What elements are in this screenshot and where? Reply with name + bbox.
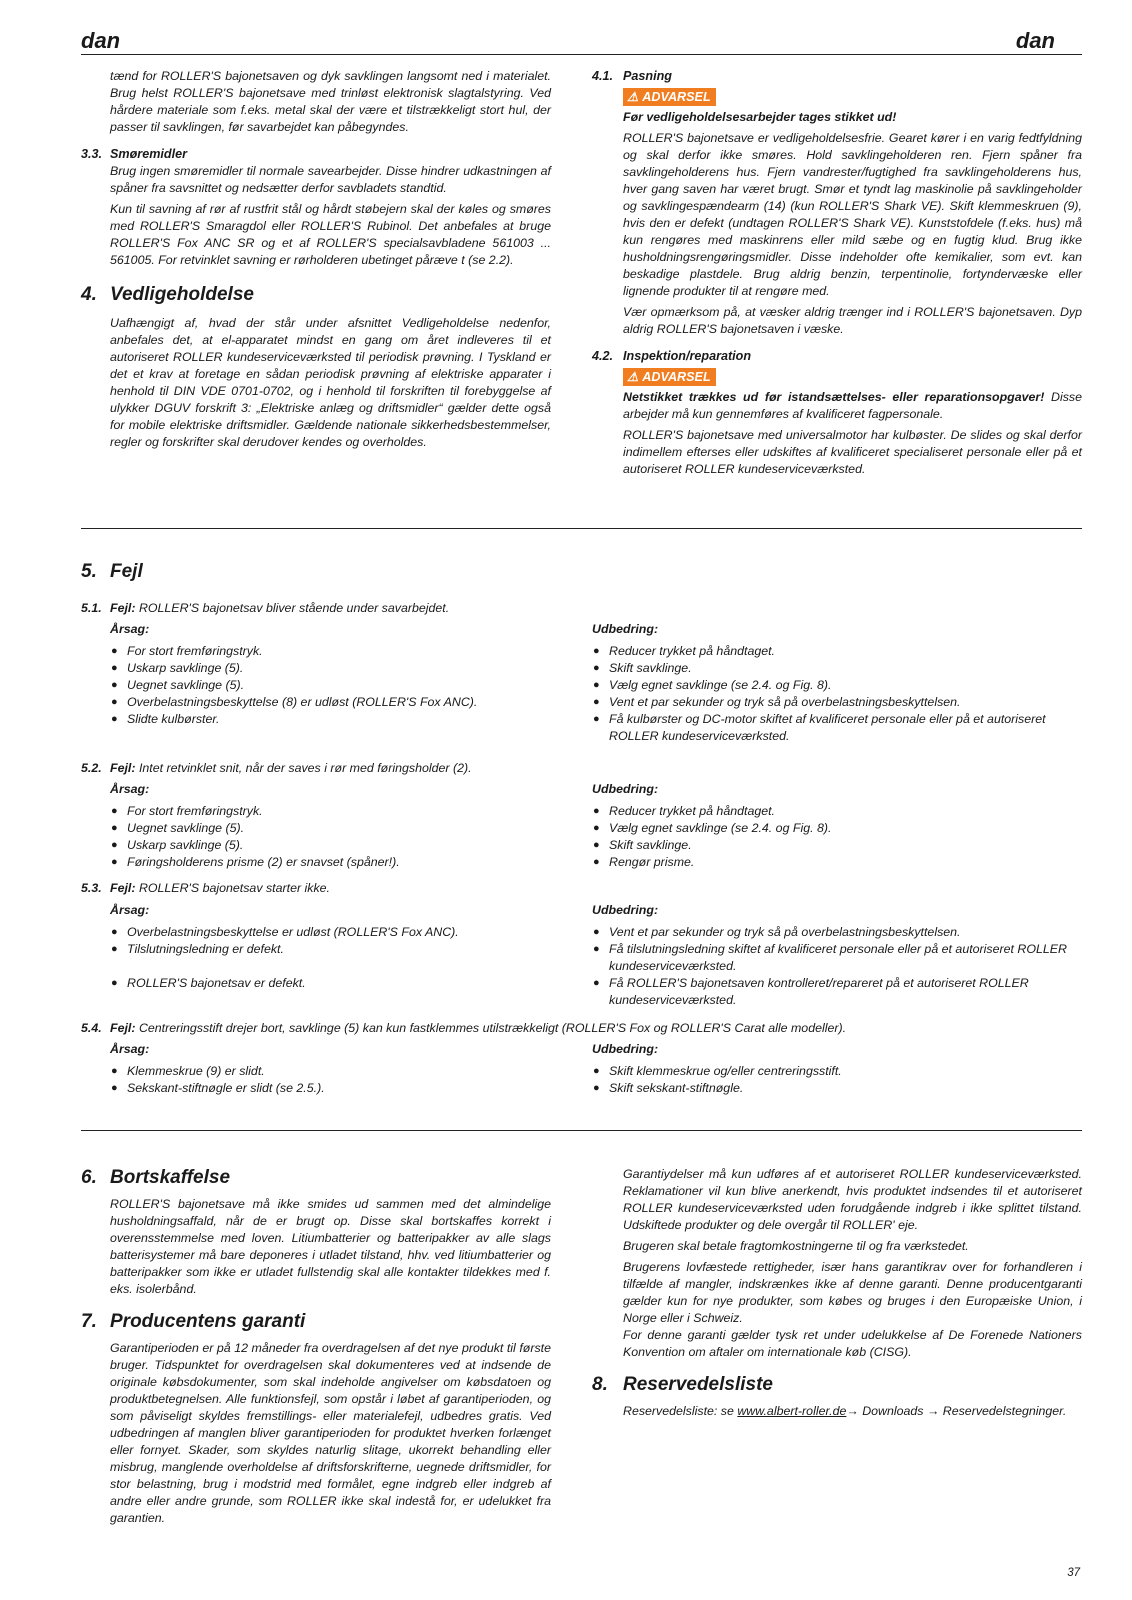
warning-triangle-icon: ⚠ [627, 370, 639, 384]
cause-label: Årsag: [110, 1042, 150, 1056]
list-item: ● ROLLER'S bajonetsav er defekt. [111, 976, 306, 990]
right-arrow: → [846, 1404, 859, 1418]
list-item: ● Skift klemmeskrue og/eller centreringsstift. [593, 1064, 842, 1078]
fault-text: Intet retvinklet snit, når der saves i rør med føringsholder (2). [138, 761, 472, 775]
bullet-dot-icon: ● [593, 926, 600, 938]
cause-label: Årsag: [110, 903, 150, 917]
remedy-label: Udbedring: [592, 903, 659, 917]
warranty-service-paragraph: Garantiydelser må kun udføres af et autoriseret ROLLER kundeserviceværksted. Reklamationer vil kun blive anerkendt, hvis produktet indsendes til et autoriseret ROLLER kundeserviceværksted uden forudgående indgreb i ikke splittet tilstand. Udskiftede produkter og dele overgår til ROLLER' eje. [623, 1167, 1082, 1232]
bullet-dot-icon: ● [111, 645, 118, 657]
fault-number: 5.2. [81, 761, 102, 775]
section-title: Pasning [623, 69, 672, 83]
right-arrow: → [926, 1404, 940, 1418]
section-number: 5. [81, 561, 97, 582]
fault-number: 5.4. [81, 1021, 102, 1035]
bullet-dot-icon: ● [593, 839, 600, 851]
list-item: ● Slidte kulbørster. [111, 712, 220, 726]
cause-label: Årsag: [110, 622, 150, 636]
list-item: ● Reducer trykket på håndtaget. [593, 644, 775, 658]
bullet-dot-icon: ● [111, 713, 118, 725]
spare-parts-prefix: Reservedelsliste: se [623, 1404, 738, 1418]
fault-text: Centreringsstift drejer bort, savklinge (5) kan kun fastklemmes utilstrækkeligt (ROLLER'S Fox og ROLLER'S Carat alle modeller). [138, 1021, 847, 1035]
section-title: Reservedelsliste [623, 1374, 773, 1395]
section-number: 8. [592, 1374, 608, 1395]
section-divider-2 [81, 1130, 1082, 1131]
fault-label: Fejl: [110, 881, 136, 895]
section-number: 4.1. [592, 69, 614, 83]
list-item: ● Uegnet savklinge (5). [111, 678, 245, 692]
list-item: ● Få kulbørster og DC-motor skiftet af kvalificeret personale eller på et autoriseret ROLLER kundeserviceværksted. [593, 712, 1046, 743]
section-number: 3.3. [81, 147, 103, 161]
header-language-left: dan [81, 28, 121, 53]
fault-5-4-remedies [592, 1041, 1072, 1097]
list-item: ● Vent et par sekunder og tryk så på overbelastningsbeskyttelsen. [593, 925, 961, 939]
rights-paragraph: Brugerens lovfæstede rettigheder, især hans garantikrav over for forhandleren i tilfælde af mangler, indskrænkes ikke af denne garanti. Denne producentgaranti gælder kun for nye produkter, som købes og bruges i den Europæiske Union, i Norge eller i Schweiz. [623, 1260, 1082, 1325]
fault-5-2-remedies [592, 781, 1072, 871]
fault-label: Fejl: [110, 761, 136, 775]
section-5-heading [81, 560, 143, 584]
section-3-3-heading [81, 146, 551, 163]
page-number: 37 [1067, 1567, 1080, 1579]
inspection-paragraph: ROLLER'S bajonetsave med universalmotor har kulbøster. De slides og skal derfor indimellem efterses eller udskiftes af kvalificeret specialiseret personale eller på et autoriseret ROLLER kundeserviceværksted. [623, 428, 1082, 476]
header-language-right: dan [1015, 28, 1055, 53]
list-item: ● Føringsholderens prisme (2) er snavset (spåner!). [111, 855, 400, 869]
section-title: Bortskaffelse [110, 1167, 231, 1188]
intro-paragraph: tænd for ROLLER'S bajonetsaven og dyk savklingen langsomt ned i materialet. Brug helst ROLLER'S bajonetsave med trinløst elektronisk slagtalstyring. Ved hårdere materiale som f.eks. metal skal der være et tilstrækkeligt stort hul, der passer til savklingen, før savarbejdet kan påbegyndes. [110, 69, 551, 134]
fault-line [81, 760, 1081, 777]
bullet-dot-icon: ● [111, 805, 118, 817]
list-item: ● Vælg egnet savklinge (se 2.4. og Fig. 8). [593, 821, 832, 835]
column-right-bottom [592, 1166, 1082, 1420]
bullet-dot-icon: ● [593, 943, 600, 955]
bullet-dot-icon: ● [111, 679, 118, 691]
fault-label: Fejl: [110, 1021, 136, 1035]
list-item: ● For stort fremføringstryk. [111, 644, 263, 658]
column-right-top [592, 68, 1082, 482]
fault-line [81, 600, 1081, 617]
lubricants-paragraph-1: Brug ingen smøremidler til normale savearbejder. Disse hindrer udkastningen af spåner fra savsnittet og nedsætter derfor savbladets standtid. [110, 164, 551, 195]
section-number: 4.2. [592, 349, 614, 363]
section-title: Producentens garanti [110, 1311, 306, 1332]
bullet-dot-icon: ● [593, 645, 600, 657]
fault-text: ROLLER'S bajonetsav starter ikke. [138, 881, 331, 895]
bullet-dot-icon: ● [593, 713, 600, 725]
cause-label: Årsag: [110, 782, 150, 796]
list-item: ● Vælg egnet savklinge (se 2.4. og Fig. 8). [593, 678, 832, 692]
bullet-dot-icon: ● [593, 805, 600, 817]
section-4-2-heading [592, 348, 1082, 365]
fault-number: 5.1. [81, 601, 102, 615]
list-item: ● For stort fremføringstryk. [111, 804, 263, 818]
list-item: ● Uegnet savklinge (5). [111, 821, 245, 835]
bullet-dot-icon: ● [593, 977, 600, 989]
fault-5-3 [81, 880, 1081, 897]
warning-badge [623, 368, 716, 386]
spare-parts-end: Reservedelstegninger. [939, 1404, 1067, 1418]
disposal-paragraph: ROLLER'S bajonetsave må ikke smides ud sammen med det almindelige husholdningsaffald, når de er brugt op. Disse skal bortskaffes korrekt i overensstemmelse med loven. Litiumbatterier og batteripakker av alle slags batterisystemer må bare deponeres i utladet tilstand, hhv. ved litiumbatterier og batteripakker som ikke er utladet fullstendig skal alle kontakter tildekkes med f. eks. isolerbånd. [110, 1197, 551, 1296]
section-6-heading [81, 1166, 551, 1190]
remedy-label: Udbedring: [592, 1042, 659, 1056]
list-item: ● Rengør prisme. [593, 855, 695, 869]
bullet-dot-icon: ● [111, 1065, 118, 1077]
section-title: Smøremidler [110, 147, 187, 161]
inspection-warning-text [592, 389, 1082, 423]
bullet-dot-icon: ● [111, 943, 118, 955]
care-paragraph-2: Vær opmærksom på, at væsker aldrig trænger ind i ROLLER'S bajonetsaven. Dyp aldrig ROLLER'S bajonetsaven i væske. [623, 305, 1082, 336]
fault-line [81, 880, 1081, 897]
bullet-dot-icon: ● [111, 662, 118, 674]
fault-5-2 [81, 760, 1081, 777]
section-number: 6. [81, 1167, 97, 1188]
section-7-heading [81, 1310, 551, 1334]
warning-bold-text: Netstikket trækkes ud før istandsættelses- eller reparationsopgaver! [623, 390, 1045, 404]
bullet-dot-icon: ● [593, 696, 600, 708]
bullet-dot-icon: ● [111, 926, 118, 938]
list-item: ● Skift savklinge. [593, 661, 692, 675]
section-8-heading [592, 1373, 1082, 1397]
section-number: 7. [81, 1311, 97, 1332]
bullet-dot-icon: ● [111, 1082, 118, 1094]
list-item: ● Uskarp savklinge (5). [111, 838, 244, 852]
column-left-bottom [81, 1166, 551, 1527]
albert-roller-link[interactable]: www.albert-roller.de [737, 1404, 847, 1418]
list-item: ● Sekskant-stiftnøgle er slidt (se 2.5.). [111, 1081, 325, 1095]
section-4-1-heading [592, 68, 1082, 85]
fault-line [81, 1020, 1081, 1037]
fault-text: ROLLER'S bajonetsav bliver stående under savarbejdet. [138, 601, 450, 615]
list-item: ● Uskarp savklinge (5). [111, 661, 244, 675]
section-title: Vedligeholdelse [110, 284, 254, 305]
section-number: 4. [81, 284, 97, 305]
care-paragraph-1: ROLLER'S bajonetsave er vedligeholdelsesfrie. Gearet kører i en varig fedtfyldning og skal derfor ikke smøres. Hold savklingeholderen ren. Fjern spåner fra savklingeholderens hus. Fjern vandrester/fugtighed fra savklingeholderens hus, hver gang saven har været brugt. Smør et tyndt lag maskinolie på savklingeholder og savklingespændearm (14) (kun ROLLER'S Shark VE). Skift klemmeskruen (9), hvis den er defekt (undtagen ROLLER'S Shark VE). Kunststofdele (f.eks. hus) må kun rengøres med maskinrens eller mild sæbe og en fugtig klud. Brug ikke husholdningsrengøringsmidler. Disse indeholder ofte kemikalier, som evt. kan beskadige plastdele. Brug aldrig benzin, terpentinolie, fortyndervæske eller lignende produkter til at rengøre med. [623, 131, 1082, 298]
warning-label: ADVARSEL [642, 370, 711, 384]
list-item: ● Få ROLLER'S bajonetsaven kontrolleret/repareret på et autoriseret ROLLER kundeserviceværksted. [593, 976, 1029, 1007]
remedy-label: Udbedring: [592, 622, 659, 636]
lubricants-paragraph-2: Kun til savning af rør af rustfrit stål og hårdt støbejern skal der køles og smøres med ROLLER'S Smaragdol eller ROLLER'S Rubinol. Det anbefales at bruge ROLLER'S Fox ANC SR og et af ROLLER'S specialsavbladene 561003 ... 561005. For retvinklet savning er rørholderen ubetinget påræve t (se 2.2). [110, 202, 551, 267]
bullet-dot-icon: ● [593, 662, 600, 674]
care-warning-text: Før vedligeholdelsesarbejder tages stikket ud! [623, 110, 897, 124]
list-item: ● Overbelastningsbeskyttelse er udløst (ROLLER'S Fox ANC). [111, 925, 459, 939]
fault-5-2-causes [110, 781, 550, 871]
section-title: Fejl [110, 561, 143, 582]
list-item: ● Overbelastningsbeskyttelse (8) er udløst (ROLLER'S Fox ANC). [111, 695, 478, 709]
bullet-dot-icon: ● [111, 856, 118, 868]
bullet-dot-icon: ● [593, 822, 600, 834]
fault-number: 5.3. [81, 881, 102, 895]
fault-5-4 [81, 1020, 1081, 1037]
header-rule [81, 54, 1082, 55]
list-item: ● Tilslutningsledning er defekt. [111, 942, 284, 956]
list-item: ● Vent et par sekunder og tryk så på overbelastningsbeskyttelsen. [593, 695, 961, 709]
fault-5-3-causes [110, 902, 550, 992]
section-title: Inspektion/reparation [623, 349, 752, 363]
maintenance-paragraph: Uafhængigt af, hvad der står under afsnittet Vedligeholdelse nedenfor, anbefales det, at el-apparatet mindst en gang om året indleveres til et autoriseret ROLLER kundeserviceværksted til periodisk prøvning. I Tyskland er det et krav at foretage en sådan periodisk prøvning af elektriske apparater i henhold til DIN VDE 0701-0702, og i henhold til forskriften til forebyggelse af ulykker DGUV forskrift 3: „Elektriske anlæg og driftsmidler“ gælder dette også for mobile elektriske driftsmidler. Gældende nationale sikkerhedsbestemmelser, regler og forskrifter skal derudover kendes og overholdes. [110, 316, 551, 449]
list-item: ● Skift savklinge. [593, 838, 692, 852]
list-item: ● Få tilslutningsledning skiftet af kvalificeret personale eller på et autoriseret ROLLER kundeserviceværksted. [593, 942, 1067, 973]
warning-rest-text: Disse arbejder må kun gennemføres af kvalificeret fagpersonale. [623, 390, 1082, 421]
bullet-dot-icon: ● [593, 679, 600, 691]
bullet-dot-icon: ● [111, 839, 118, 851]
column-left-top [81, 68, 551, 451]
downloads-text: Downloads [858, 1404, 927, 1418]
warning-badge [623, 88, 716, 106]
fault-label: Fejl: [110, 601, 136, 615]
law-paragraph: For denne garanti gælder tysk ret under udelukkelse af De Forenede Nationers Konvention om aftaler om internationale køb (CISG). [623, 1328, 1082, 1359]
fault-5-1-causes [110, 621, 550, 728]
fault-5-1 [81, 600, 1081, 617]
bullet-dot-icon: ● [593, 1082, 600, 1094]
section-divider-1 [81, 528, 1082, 529]
bullet-dot-icon: ● [111, 696, 118, 708]
fault-5-4-causes [110, 1041, 550, 1097]
bullet-dot-icon: ● [593, 856, 600, 868]
section-4-heading [81, 283, 551, 307]
warning-triangle-icon: ⚠ [627, 90, 639, 104]
freight-paragraph: Brugeren skal betale fragtomkostningerne til og fra værkstedet. [623, 1239, 969, 1253]
fault-5-1-remedies [592, 621, 1072, 745]
spare-parts-line [592, 1403, 1082, 1420]
bullet-dot-icon: ● [111, 822, 118, 834]
remedy-label: Udbedring: [592, 782, 659, 796]
bullet-dot-icon: ● [593, 1065, 600, 1077]
fault-5-3-remedies [592, 902, 1072, 1009]
list-item: ● Reducer trykket på håndtaget. [593, 804, 775, 818]
bullet-dot-icon: ● [111, 977, 118, 989]
warranty-paragraph: Garantiperioden er på 12 måneder fra overdragelsen af det nye produkt til første bruger. Tidspunktet for overdragelsen skal dokumenteres ved at indsende de originale købsdokumenter, som skal indeholde angivelser om købsdatoen og produktbetegnelsen. Alle funktionsfejl, som opstår i løbet af garantiperioden, og som påviseligt skyldes fremstillings- eller materialefejl, udbedres gratis. Ved udbedringen af manglen bliver garantiperioden for produktet hverken forlænget eller fornyet. Skader, som skyldes naturlig slitage, ukorrekt behandling eller misbrug, manglende overholdelse af driftsforskrifterne, uegnede driftsmidler, for stor belastning, brug i modstrid med formålet, egne indgreb eller indgreb af andre eller andre grunde, som ROLLER ikke skal indestå for, er udelukket fra garantien. [110, 1341, 551, 1525]
list-item: ● Skift sekskant-stiftnøgle. [593, 1081, 744, 1095]
warning-label: ADVARSEL [642, 90, 711, 104]
list-item: ● Klemmeskrue (9) er slidt. [111, 1064, 265, 1078]
